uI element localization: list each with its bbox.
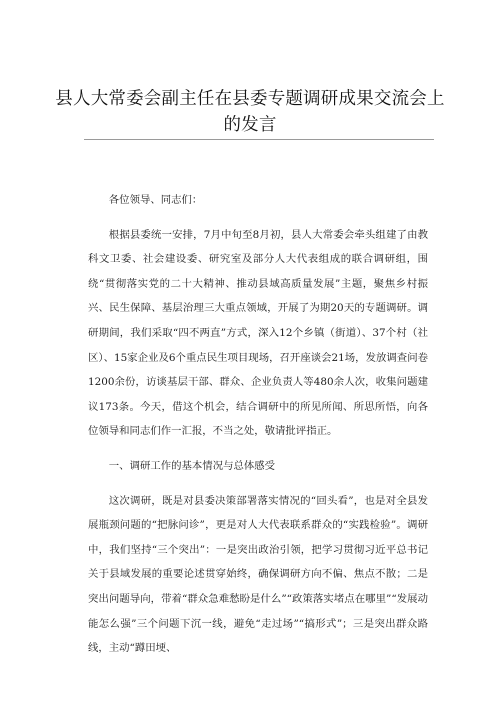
paragraph-gap (88, 213, 428, 223)
paragraph-intro: 根据县委统一安排，7月中旬至8月初，县人大常委会牵头组建了由教科文卫委、社会建设委、研究室及部分人大代表组成的联合调研组，围绕“贯彻落实党的二十大精神、推动县域高质量发展”主题，聚焦乡村振兴、民生保障、基层治理三大重点领域，开展了为期20天的专题调研。调研期间，我们采取“四不两直”方式，深入12个乡镇（街道）、37个村（社区）、15家企业及6个重点民生项目现场，召开座谈会21场，发放调查问卷1200余份，访谈基层干部、群众、企业负责人等480余人次，收集问题建议173条。今天，借这个机会，结合调研中的所见所闻、所思所悟，向各位领导和同志们作一汇报，不当之处，敬请批评指正。 (88, 228, 428, 438)
paragraph-gap (88, 444, 428, 454)
document-body (88, 188, 428, 661)
section-heading: 一、调研工作的基本情况与总体感受 (108, 459, 276, 472)
salutation: 各位领导、同志们： (108, 194, 203, 206)
paragraph-gap (88, 479, 428, 489)
document-title: 县人大常委会副主任在县委专题调研成果交流会上的发言 (55, 89, 445, 135)
paragraph-section-1: 这次调研，既是对县委决策部署落实情况的“回头看”，也是对全县发展瓶颈问题的“把脉问诊”，更是对人大代表联系群众的“实践检验”。调研中，我们坚持“三个突出”：一是突出政治引领，把学习贯彻习近平总书记关于县域发展的重要论述贯穿始终，确保调研方向不偏、焦点不散；二是突出问题导向，带着“群众急难愁盼是什么”“政策落实堵点在哪里”“发展动能怎么强”三个问题下沉一线，避免“走过场”“搞形式”；三是突出群众路线，主动“蹲田埂、 (88, 494, 428, 655)
title-divider (84, 139, 434, 140)
